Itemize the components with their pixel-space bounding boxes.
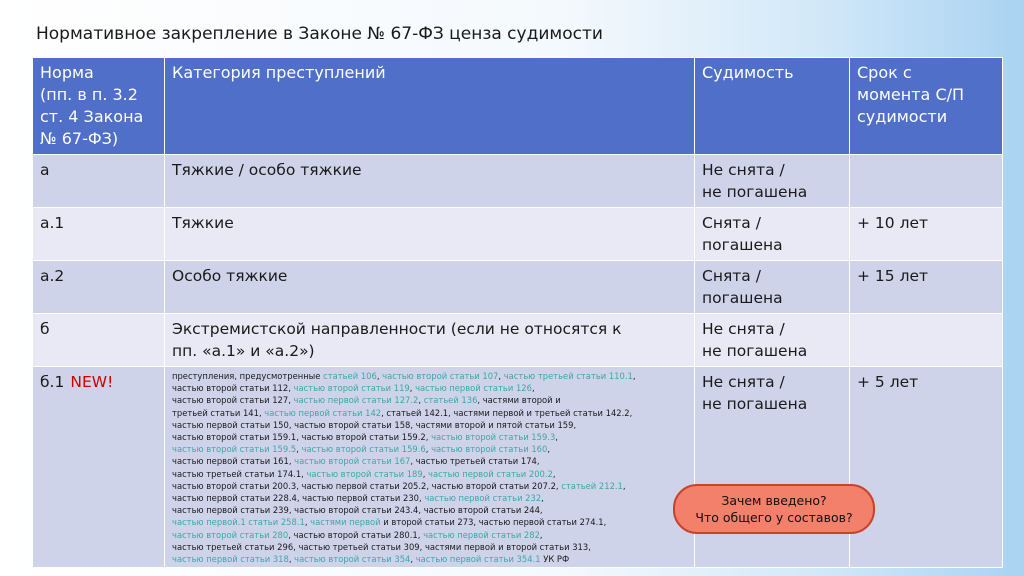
crimes-text-segment: третьей статьи 141,: [172, 407, 265, 418]
header-category: Категория преступлений: [165, 58, 695, 155]
crimes-text-segment: УК РФ: [540, 554, 570, 565]
article-link[interactable]: частью первой статьи 232: [424, 493, 542, 504]
crimes-text-segment: частью второй статьи 159.1, частью второй статьи 159.2,: [172, 432, 432, 443]
article-link[interactable]: частью второй статьи 189: [306, 468, 423, 479]
table-row: [33, 155, 1003, 208]
crimes-text-segment: ,: [539, 529, 543, 540]
crimes-text-segment: частью второй статьи 112,: [172, 383, 294, 394]
article-link[interactable]: частью второй статьи 119: [293, 383, 410, 394]
crimes-text-segment: ,: [632, 371, 636, 381]
norm-label: б.1: [40, 373, 65, 391]
category-cell: Тяжкие / особо тяжкие: [165, 155, 695, 208]
crimes-text-segment: , статьей 142.1, частями первой и третьей статьи 142.2,: [381, 407, 633, 418]
term-cell: + 15 лет: [850, 261, 1003, 314]
article-link[interactable]: частью первой статьи 354.1: [415, 554, 541, 565]
article-link[interactable]: частью второй статьи 160: [431, 444, 548, 455]
crimes-text-segment: частью второй статьи 127,: [172, 395, 294, 406]
crimes-text-segment: , частями второй и: [477, 395, 561, 406]
crimes-text-segment: , частью третьей статьи 174,: [410, 456, 540, 467]
crimes-text-segment: и второй статьи 273, частью первой статьи 274.1,: [380, 517, 607, 528]
crimes-text-segment: преступления, предусмотренные: [172, 371, 324, 381]
article-link[interactable]: статьей 136: [423, 395, 478, 406]
crimes-text-segment: ,: [541, 493, 544, 504]
article-link[interactable]: частью второй статьи 280: [172, 529, 289, 540]
table-header-row: [33, 58, 1003, 155]
article-link[interactable]: частью первой статьи 126: [415, 383, 532, 394]
crimes-text-segment: ,: [422, 468, 429, 479]
article-link[interactable]: частью третьей статьи 110.1: [503, 371, 633, 381]
crimes-text-segment: ,: [622, 480, 626, 491]
crimes-text-segment: частью первой статьи 150, частью второй статьи 158, частями второй и пятой статьи 159,: [172, 419, 577, 430]
norm-cell: а.1: [33, 208, 165, 261]
crimes-text-segment: , частью второй статьи 280.1,: [288, 529, 424, 540]
article-link[interactable]: частями первой: [310, 517, 381, 528]
term-cell: [850, 314, 1003, 367]
norm-cell: б: [33, 314, 165, 367]
slide-title: Нормативное закрепление в Законе № 67-ФЗ ценза судимости: [36, 24, 603, 44]
conviction-cell: Снята / погашена: [695, 261, 850, 314]
conviction-cell: Снята / погашена: [695, 208, 850, 261]
term-cell: + 5 лет: [850, 367, 1003, 568]
crimes-text-segment: ,: [409, 383, 416, 394]
article-link[interactable]: частью первой статьи 127.2: [293, 395, 419, 406]
crimes-text-segment: частью третьей статьи 174.1,: [172, 468, 307, 479]
conviction-cell: Не снята / не погашена: [695, 367, 850, 568]
header-term: Срок с момента С/П судимости: [850, 58, 1003, 155]
crimes-text-segment: ,: [552, 468, 556, 479]
norm-cell: а.2: [33, 261, 165, 314]
crimes-text-segment: ,: [376, 371, 383, 381]
crimes-text-segment: частью первой статьи 161,: [172, 456, 295, 467]
category-cell: Тяжкие: [165, 208, 695, 261]
conviction-cell: Не снята / не погашена: [695, 155, 850, 208]
callout-line-2: Что общего у составов?: [695, 510, 853, 525]
crimes-text-segment: ,: [547, 444, 550, 455]
crimes-text-segment: ,: [288, 554, 295, 565]
category-cell: Особо тяжкие: [165, 261, 695, 314]
term-cell: [850, 155, 1003, 208]
crimes-text-segment: ,: [498, 371, 504, 381]
header-conviction: Судимость: [695, 58, 850, 155]
crimes-text-segment: ,: [296, 444, 302, 455]
article-link[interactable]: частью первой статьи 200.2: [428, 468, 553, 479]
table-row: [33, 208, 1003, 261]
crimes-text-segment: ,: [304, 517, 311, 528]
article-link[interactable]: частью второй статьи 354: [294, 554, 411, 565]
term-cell: + 10 лет: [850, 208, 1003, 261]
question-callout: [673, 484, 875, 534]
crimes-text-segment: частью третьей статьи 296, частью третьей статьи 309, частями первой и второй статьи 313,: [172, 541, 591, 552]
table-row: [33, 261, 1003, 314]
article-link[interactable]: статьей 212.1: [561, 480, 623, 491]
article-link[interactable]: частью второй статьи 167: [294, 456, 411, 467]
table-row: [33, 314, 1003, 367]
article-link[interactable]: частью второй статьи 107: [382, 371, 499, 381]
crimes-text-segment: ,: [425, 444, 432, 455]
norm-cell: [33, 367, 165, 568]
crimes-text-segment: частью первой статьи 239, частью второй статьи 243.4, частью второй статьи 244,: [172, 505, 543, 516]
norm-cell: а: [33, 155, 165, 208]
article-link[interactable]: частью первой статьи 142: [264, 407, 382, 418]
crimes-text-segment: ,: [555, 432, 558, 443]
article-link[interactable]: частью первой статьи 318: [172, 554, 289, 565]
article-link[interactable]: статьей 106: [323, 371, 377, 381]
crimes-text-segment: ,: [418, 395, 424, 406]
article-link[interactable]: частью второй статьи 159.5: [172, 444, 297, 455]
crimes-text-segment: ,: [531, 383, 535, 394]
header-norm: Норма (пп. в п. 3.2 ст. 4 Закона № 67-ФЗ): [33, 58, 165, 155]
article-link[interactable]: частью первой.1 статьи 258.1: [172, 517, 305, 528]
callout-line-1: Зачем введено?: [721, 493, 827, 508]
article-link[interactable]: частью первой статьи 282: [423, 529, 540, 540]
crimes-text-segment: частью первой статьи 228.4, частью первой статьи 230,: [172, 493, 425, 504]
table-row: [33, 367, 1003, 568]
crimes-list-text: [172, 370, 687, 565]
article-link[interactable]: частью второй статьи 159.3: [431, 432, 556, 443]
article-link[interactable]: частью второй статьи 159.6: [301, 444, 426, 455]
conviction-cell: Не снята / не погашена: [695, 314, 850, 367]
category-cell: Экстремистской направленности (если не относятся к пп. «а.1» и «а.2»): [165, 314, 695, 367]
crimes-text-segment: частью второй статьи 200.3, частью первой статьи 205.2, частью второй статьи 207.2,: [172, 480, 562, 491]
category-cell: [165, 367, 695, 568]
new-badge: NEW!: [70, 373, 114, 391]
crimes-text-segment: ,: [410, 554, 416, 565]
